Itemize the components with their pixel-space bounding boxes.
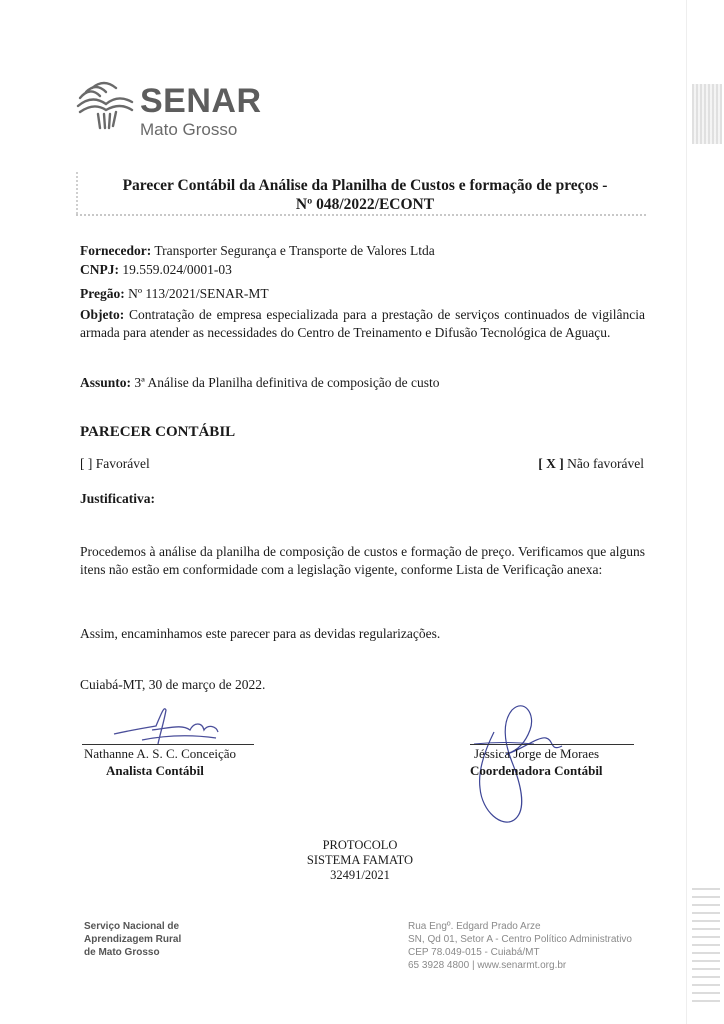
protocol-line2: SISTEMA FAMATO	[306, 853, 414, 867]
assunto-field	[80, 374, 645, 392]
signature-line-left	[82, 744, 254, 745]
footer-organization	[84, 920, 181, 959]
logo-name: SENAR	[140, 82, 262, 120]
footer-org-line2: Aprendizagem Rural	[84, 934, 182, 945]
footer-address	[408, 920, 632, 972]
fornecedor-label: Fornecedor:	[80, 243, 152, 258]
justificativa-label	[80, 490, 645, 508]
signature-left-scribble	[112, 700, 222, 750]
scan-artifact-bottom	[692, 888, 720, 1008]
objeto-value: Contratação de empresa especializada para a prestação de serviços continuados de vigilância armada para atender as necessidades do Centro de Treinamento e Difusão Tecnológica de Aguaçu.	[80, 307, 646, 340]
document-title-line1: Parecer Contábil da Análise da Planilha de Custos e formação de preços -	[122, 177, 608, 194]
signature-line-right	[470, 744, 634, 745]
scan-edge-line	[686, 0, 687, 1024]
objeto-label: Objeto:	[80, 307, 125, 322]
option-nao-favoravel	[538, 456, 644, 472]
justificativa-label-text: Justificativa:	[80, 491, 155, 506]
option-nao-favoravel-label: Não favorável	[567, 456, 644, 471]
footer-org-line3: de Mato Grosso	[84, 947, 160, 958]
justificativa-paragraph-2: Assim, encaminhamos este parecer para as devidas regularizações.	[80, 626, 441, 641]
footer-address-line2: SN, Qd 01, Setor A - Centro Político Administrativo	[408, 934, 632, 945]
footer-address-line3: CEP 78.049-015 - Cuiabá/MT	[408, 947, 540, 958]
pregao-value: Nº 113/2021/SENAR-MT	[128, 286, 269, 301]
option-nao-favoravel-mark: [ X ]	[538, 456, 564, 471]
date-line: Cuiabá-MT, 30 de março de 2022.	[80, 677, 266, 692]
objeto-field	[80, 306, 645, 342]
signer-right-role: Coordenadora Contábil	[470, 763, 603, 778]
scan-artifact-left	[76, 172, 78, 214]
signer-left-role: Analista Contábil	[106, 763, 204, 778]
fornecedor-field	[80, 242, 645, 260]
logo-region: Mato Grosso	[140, 120, 238, 139]
footer-address-line4: 65 3928 4800 | www.senarmt.org.br	[408, 960, 567, 971]
cnpj-value: 19.559.024/0001-03	[122, 262, 232, 277]
cnpj-label: CNPJ:	[80, 262, 119, 277]
signer-right-name: Jéssica Jorge de Moraes	[474, 746, 600, 761]
justificativa-paragraph-1: Procedemos à análise da planilha de composição de custos e formação de preço. Verificamos que alguns itens não estão em conformidade com a legislação vigente, conforme Lista de Verificação anexa:	[80, 544, 645, 577]
signature-right-scribble	[454, 692, 574, 832]
cnpj-field	[80, 261, 645, 279]
pregao-field	[80, 285, 645, 303]
signer-left-name: Nathanne A. S. C. Conceição	[84, 746, 236, 761]
assunto-label: Assunto:	[80, 375, 132, 390]
senar-logo-mark	[76, 80, 136, 130]
scan-artifact-top	[692, 84, 722, 144]
footer-address-line1: Rua Engº. Edgard Prado Arze	[408, 921, 541, 932]
assunto-value: 3ª Análise da Planilha definitiva de composição de custo	[134, 375, 440, 390]
title-divider	[76, 214, 646, 216]
option-favoravel: [ ] Favorável	[80, 456, 150, 471]
protocol-line1: PROTOCOLO	[322, 838, 398, 852]
footer-org-line1: Serviço Nacional de	[84, 921, 180, 932]
fornecedor-value: Transporter Segurança e Transporte de Valores Ltda	[154, 243, 435, 258]
protocol-line3: 32491/2021	[330, 868, 390, 882]
pregao-label: Pregão:	[80, 286, 125, 301]
document-title	[80, 176, 650, 214]
document-title-line2: Nº 048/2022/ECONT	[295, 196, 435, 213]
protocol-block	[280, 838, 440, 883]
parecer-title: PARECER CONTÁBIL	[80, 424, 236, 440]
